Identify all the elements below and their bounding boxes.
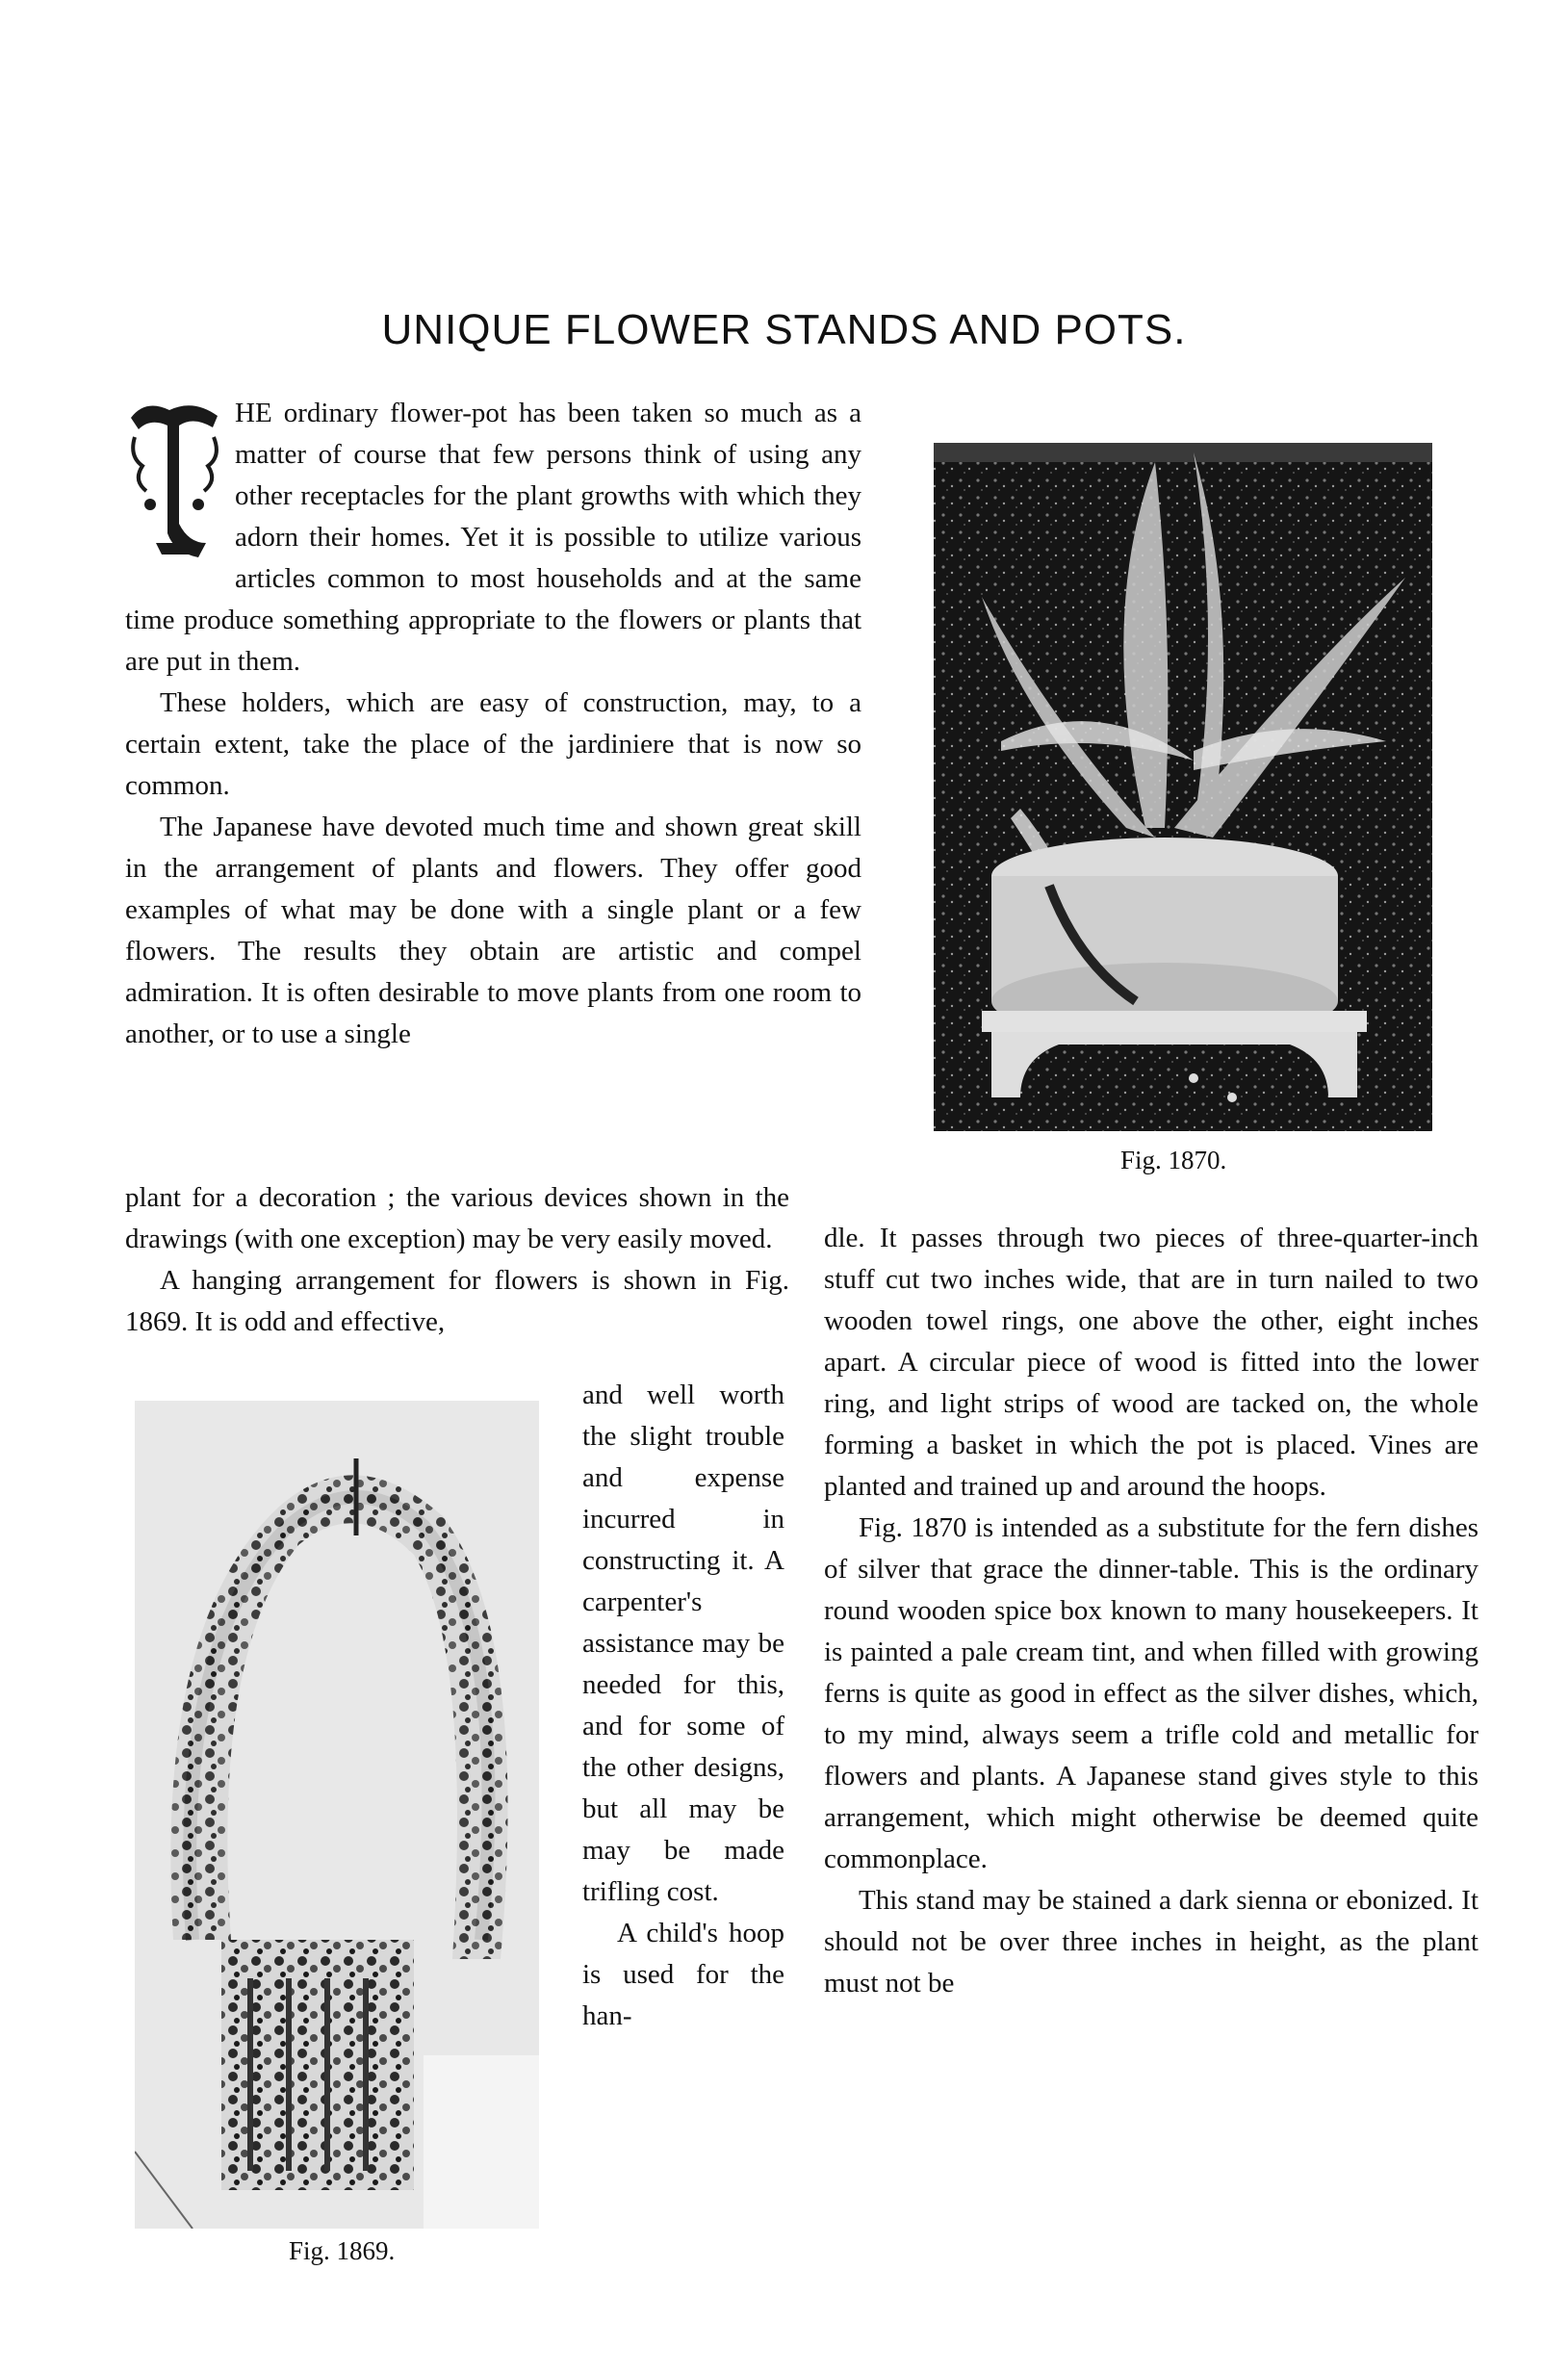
figure-1869-image: [135, 1401, 568, 2229]
drop-cap-ornament-icon: [121, 399, 227, 560]
paragraph-narrow-hoop: A child's hoop is used for the han-: [582, 1918, 784, 2031]
figure-1869-caption: Fig. 1869.: [289, 2236, 396, 2265]
paragraph-handle: dle. It passes through two pieces of three-quarter-inch stuff cut two inches wide, that are in turn nailed to two wooden towel rings, one above the other, eight inches apart. A circular piece of wood is fitted into the lower ring, and light strips of wood are tacked on, the whole forming a basket in which the pot is placed. Vines are planted and trained up and around the hoops.: [824, 1223, 1478, 1502]
left-column-middle: [125, 1177, 789, 1343]
paragraph-narrow-worth: and well worth the slight trouble and expense incurred in constructing it. A carpenter's assistance may be needed for this, and for some of the other designs, but all may be may be made trifling cost.: [582, 1380, 784, 1907]
page-title: UNIQUE FLOWER STANDS AND POTS.: [381, 306, 1187, 353]
drop-cap: [121, 399, 227, 560]
paragraph-japanese-cont: plant for a decoration ; the various devices shown in the drawings (with one exception) may be very easily moved.: [125, 1182, 789, 1254]
paragraph-holders: These holders, which are easy of construction, may, to a certain extent, take the place of the jardiniere that is now so common.: [125, 687, 861, 801]
paragraph-intro: HE ordinary flower-pot has been taken so much as a matter of course that few persons think of using any other receptacles for the plant growths with which they adorn their homes. Yet it is possible to utilize various articles common to most households and at the same time produce something appropriate to the flowers or plants that are put in them.: [125, 398, 861, 677]
paragraph-stand: This stand may be stained a dark sienna or ebonized. It should not be over three inches in height, as the plant must not be: [824, 1885, 1478, 1999]
paragraph-hanging: A hanging arrangement for flowers is shown in Fig. 1869. It is odd and effective,: [125, 1265, 789, 1337]
left-column-upper: [125, 393, 861, 1055]
figure-1870-caption: Fig. 1870.: [1120, 1146, 1227, 1174]
left-column-narrow: [582, 1375, 784, 2037]
figure-1870-image: [905, 424, 1432, 1131]
paragraph-fig-1870: Fig. 1870 is intended as a substitute for the fern dishes of silver that grace the dinner-table. This is the ordinary round wooden spice box known to many housekeepers. It is painted a pale cream tint, and when filled with growing ferns is quite as good in effect as the silver dishes, which, to my mind, always seem a trifle cold and metallic for flowers and plants. A Japanese stand gives style to this arrangement, which might otherwise be deemed quite commonplace.: [824, 1512, 1478, 1874]
right-column: [824, 1218, 1478, 2004]
paragraph-japanese: The Japanese have devoted much time and shown great skill in the arrangement of plants and flowers. They offer good examples of what may be done with a single plant or a few flowers. The results they obtain are artistic and compel admiration. It is often desirable to move plants from one room to another, or to use a single: [125, 812, 861, 1049]
